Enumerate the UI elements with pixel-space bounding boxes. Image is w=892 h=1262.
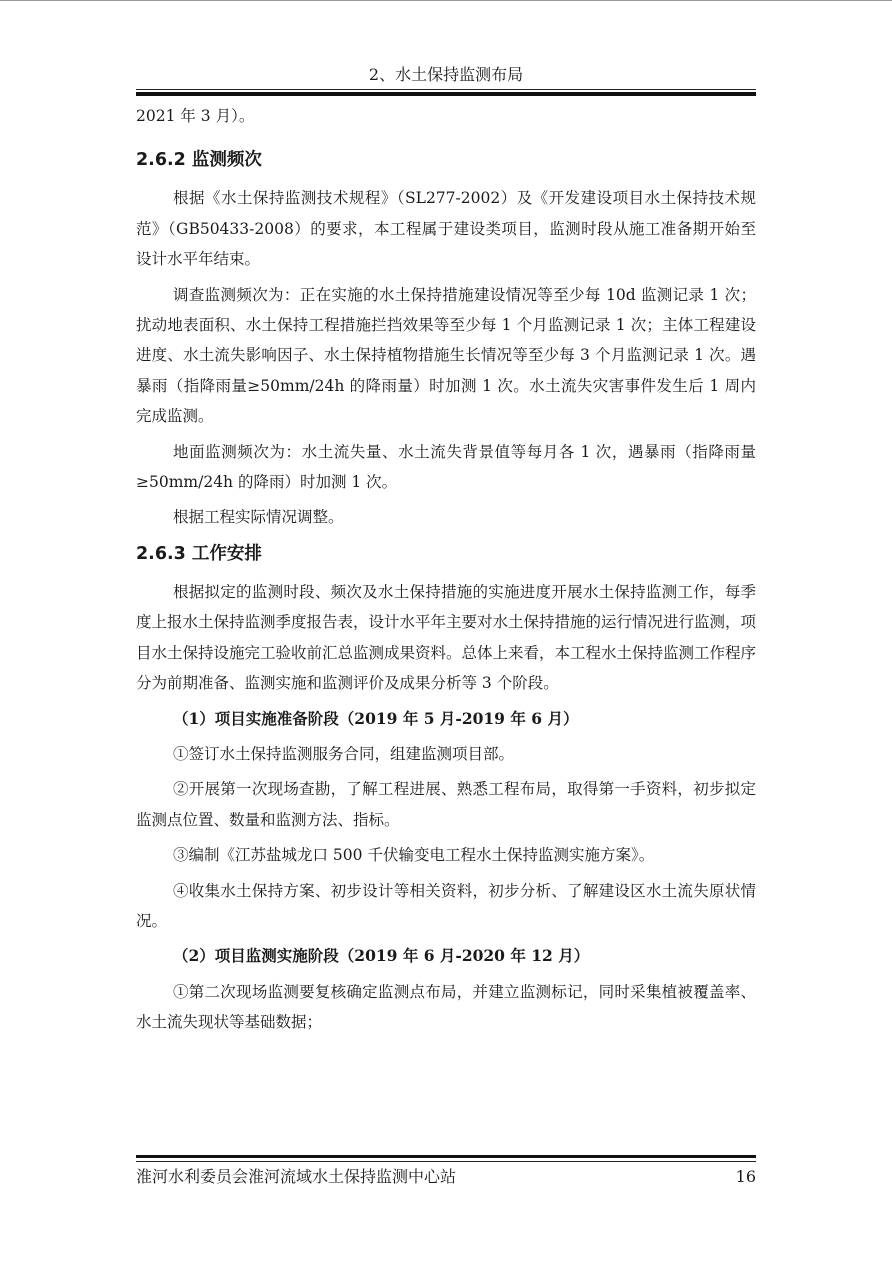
paragraph-survey-frequency: 调查监测频次为：正在实施的水土保持措施建设情况等至少每 10d 监测记录 1 次；扰动地表面积、水土保持工程措施拦挡效果等至少每 1 个月监测记录 1 次；主体工程建设进度、水土流失影响因子、水土保持植物措施生长情况等至少每 3 个月监测记录 1 次。遇暴雨（指降雨量≥50mm/24h 的降雨量）时加测 1 次。水土流失灾害事件发生后 1 周内完成监测。 [136,285,756,426]
header-rule-thick [136,92,756,96]
header-rule-thin [136,89,756,90]
footer-rule-thin [136,1161,756,1162]
list-item: ①签订水土保持监测服务合同，组建监测项目部。 [173,744,515,763]
paragraph-adjustment: 根据工程实际情况调整。 [173,508,344,527]
paragraph-ground-frequency: 地面监测频次为：水土流失量、水土流失背景值等每月各 1 次，遇暴雨（指降雨量≥50mm/24h 的降雨）时加测 1 次。 [136,442,756,492]
paragraph-basis: 根据《水土保持监测技术规程》（SL277-2002）及《开发建设项目水土保持技术规范》（GB50433-2008）的要求，本工程属于建设类项目，监测时段从施工准备期开始至设计水平年结束。 [136,189,756,269]
stage-heading-preparation: （1）项目实施准备阶段（2019 年 5 月-2019 年 6 月） [173,708,579,728]
section-heading-2-6-3: 2.6.3 工作安排 [136,543,262,564]
footer-rule-thick [136,1155,756,1158]
list-item: ③编制《江苏盐城龙口 500 千伏输变电工程水土保持监测实施方案》。 [173,846,655,865]
list-item: ②开展第一次现场查勘，了解工程进展、熟悉工程布局，取得第一手资料，初步拟定监测点位置、数量和监测方法、指标。 [136,780,756,829]
section-heading-2-6-2: 2.6.2 监测频次 [136,150,262,171]
paragraph-work-arrangement: 根据拟定的监测时段、频次及水土保持措施的实施进度开展水土保持监测工作，每季度上报水土保持监测季度报告表，设计水平年主要对水土保持措施的运行情况进行监测，项目水土保持设施完工验收前汇总监测成果资料。总体上来看，本工程水土保持监测工作程序分为前期准备、监测实施和监测评价及成果分析等 3 个阶段。 [136,582,757,693]
page-body [136,101,756,1038]
list-item: ④收集水土保持方案、初步设计等相关资料，初步分析、了解建设区水土流失原状情况。 [136,881,756,930]
continued-paragraph: 2021 年 3 月）。 [136,107,255,125]
footer-organization: 淮河水利委员会淮河流域水土保持监测中心站 [136,1167,457,1186]
list-item: ①第二次现场监测要复核确定监测点布局，并建立监测标记，同时采集植被覆盖率、水土流失现状等基础数据； [136,982,756,1032]
page-top-edge [0,0,892,1]
stage-heading-implementation: （2）项目监测实施阶段（2019 年 6 月-2020 年 12 月） [173,946,590,966]
running-header: 2、水土保持监测布局 [368,65,524,84]
page-number: 16 [735,1167,756,1186]
